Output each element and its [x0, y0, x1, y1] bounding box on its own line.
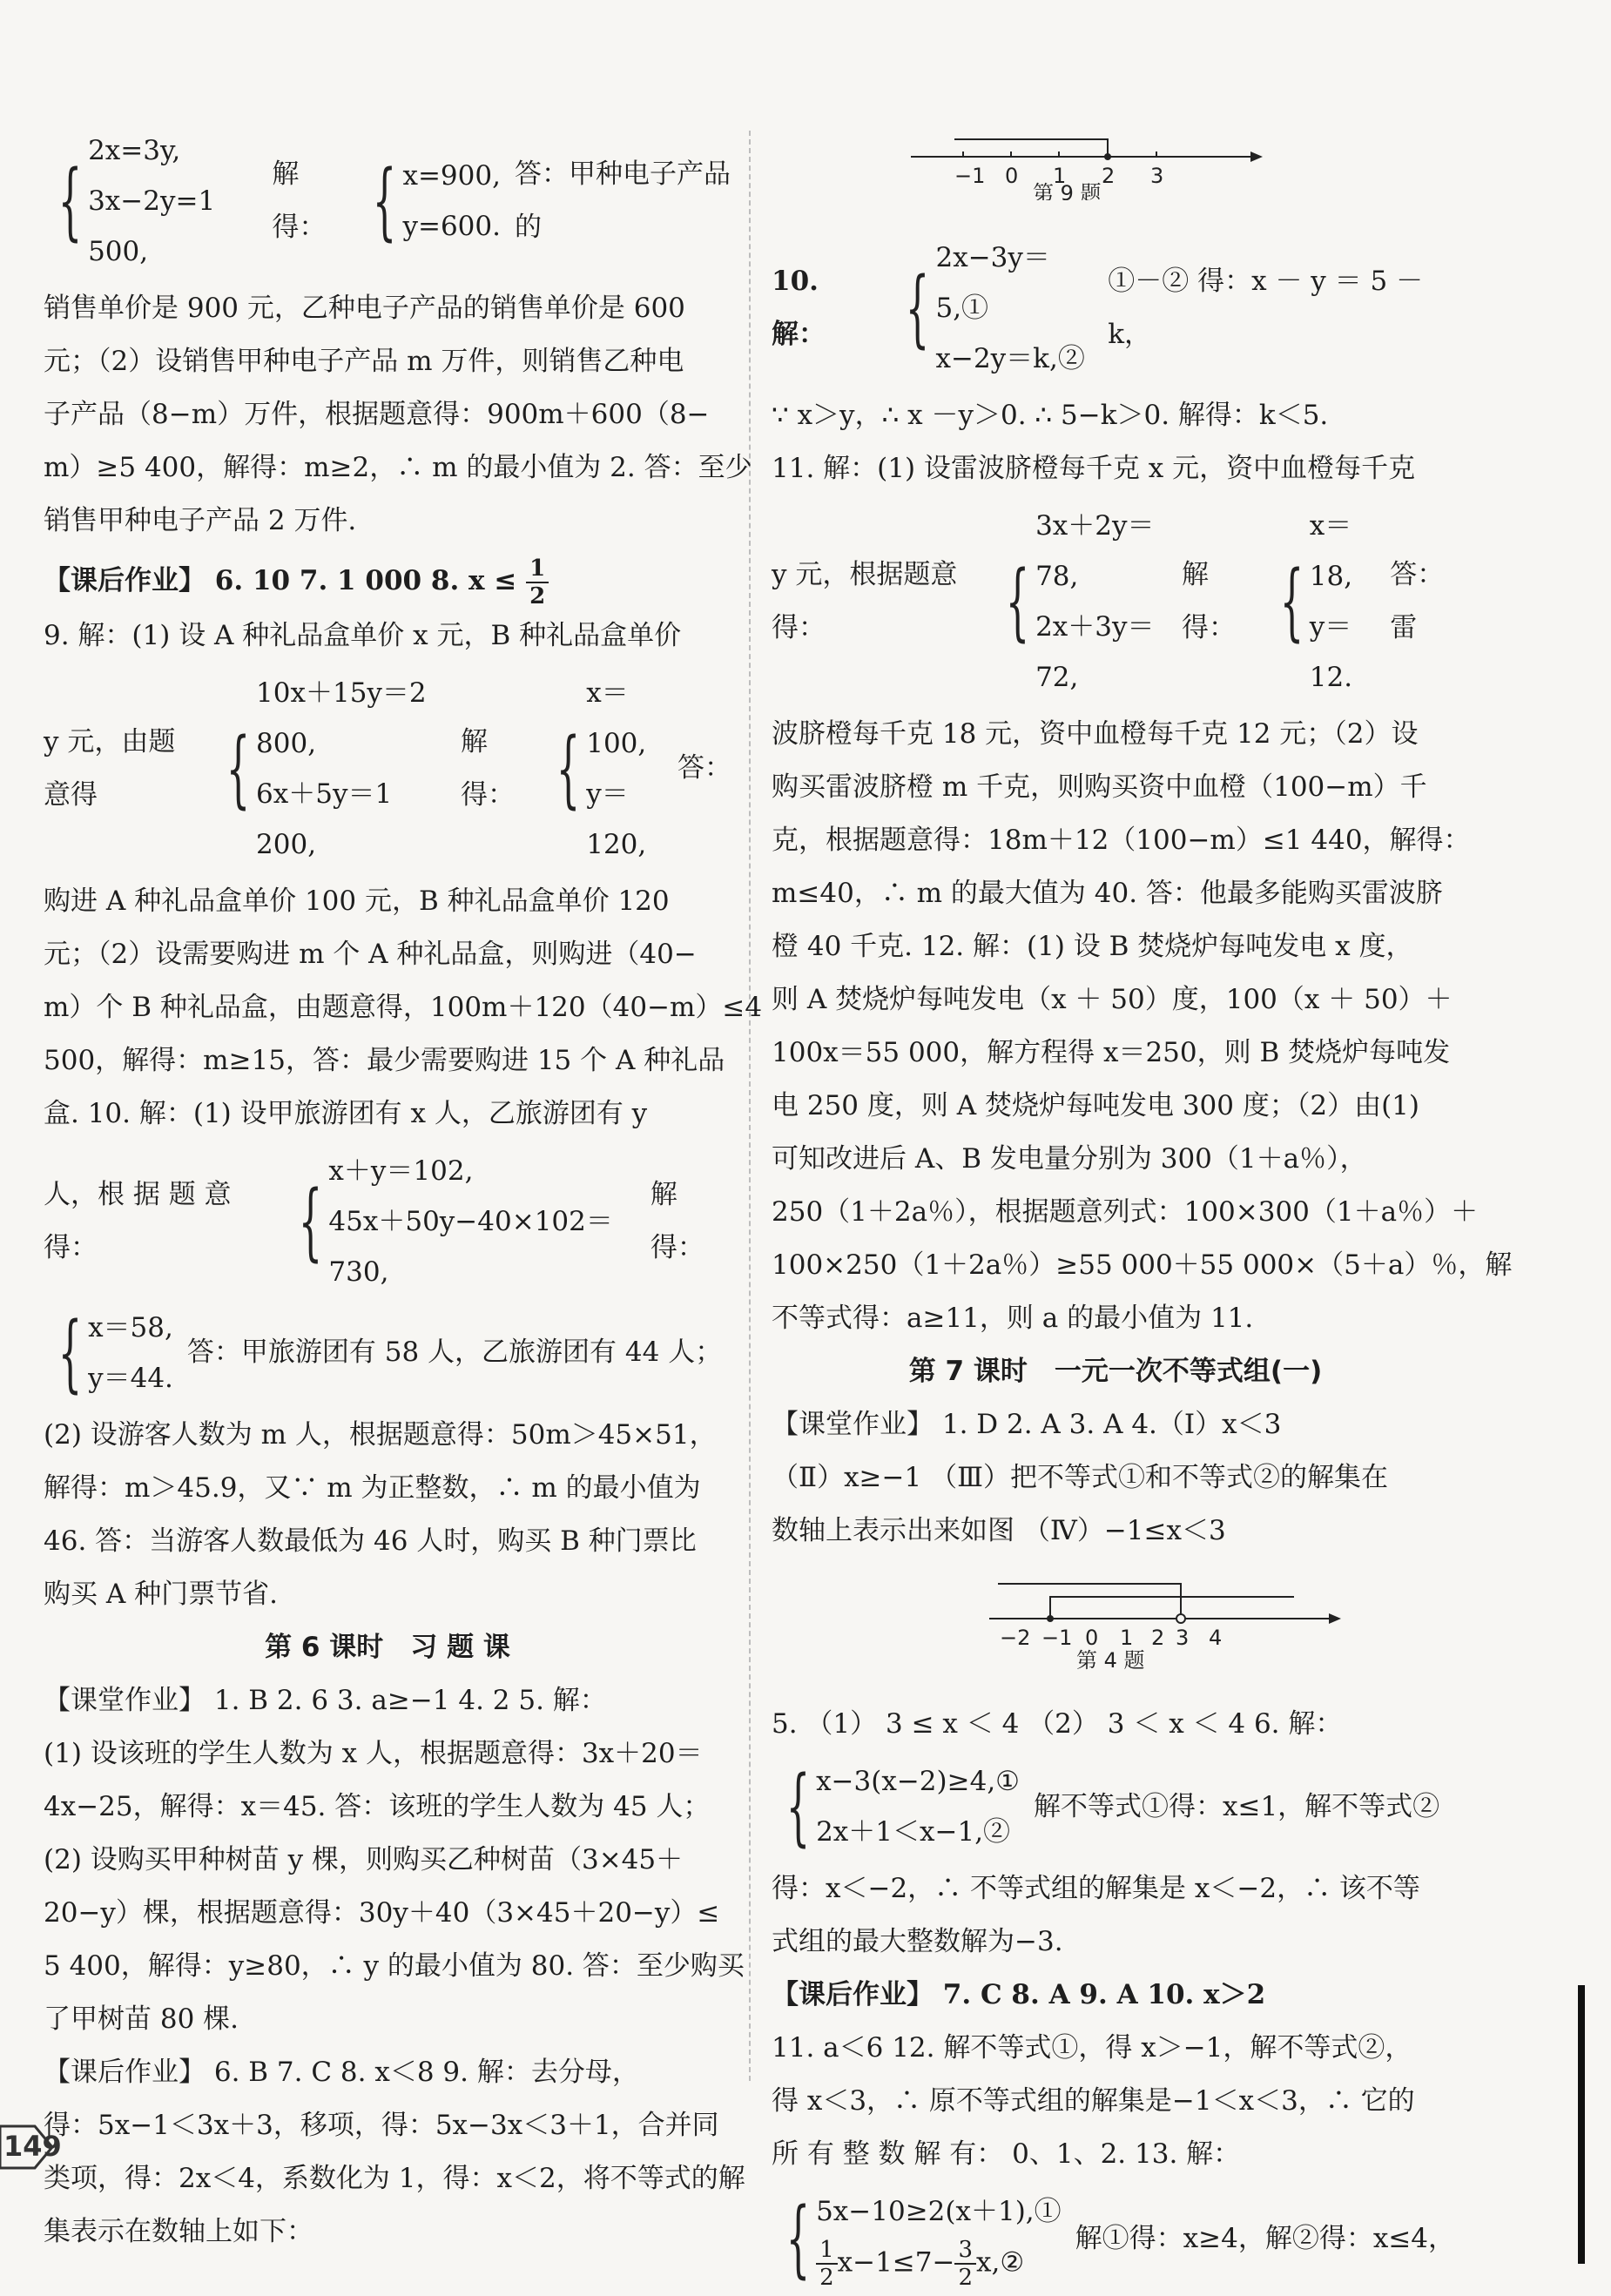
tick-label: −1 — [954, 164, 986, 188]
sys-line: x＝58, — [88, 1311, 173, 1343]
sys-line: 3x−2y=1 500, — [88, 185, 216, 267]
tick-label: 3 — [1176, 1626, 1190, 1650]
text-line: 类项，得：2x＜4，系数化为 1，得：x＜2，将不等式的解 — [44, 2162, 745, 2194]
solution-brace — [542, 668, 664, 870]
open-point — [1176, 1614, 1185, 1623]
text-line: 橙 40 千克. 12. 解：(1) 设 B 焚烧炉每吨发电 x 度， — [772, 931, 1413, 962]
solution-brace — [358, 151, 501, 252]
solid-point — [1047, 1615, 1054, 1622]
solution-bracket — [1050, 1597, 1294, 1619]
tick-label: 4 — [1209, 1626, 1223, 1650]
text: 答：甲种电子产品的 — [514, 158, 731, 243]
text-line: 则 A 焚烧炉每吨发电（x ＋ 50）度，100（x ＋ 50）＋ — [772, 984, 1453, 1015]
text-line: 得：5x−1＜3x＋3，移项，得：5x−3x＜3＋1，合并同 — [44, 2109, 719, 2141]
fraction — [954, 2237, 976, 2291]
sys-line: 6x＋5y＝1 200, — [256, 778, 393, 860]
text-line: 46. 答：当游客人数最低为 46 人时，购买 B 种门票比 — [44, 1525, 697, 1557]
brace-icon: { — [906, 259, 930, 357]
text-line: 得：x＜−2，∴ 不等式组的解集是 x＜−2，∴ 该不等 — [772, 1873, 1420, 1904]
text: y 元，由题意得 — [44, 725, 176, 811]
text-line: 子产品（8−m）万件，根据题意得：900m＋600（8− — [44, 399, 710, 430]
equation-system-7 — [772, 1756, 1459, 1857]
numerator: 1 — [816, 2237, 838, 2265]
text-line: 了甲树苗 80 棵. — [44, 2003, 239, 2035]
text-line: 集表示在数轴上如下： — [44, 2215, 313, 2247]
text: 解 得： — [650, 1178, 704, 1263]
text: 解得： — [1181, 559, 1236, 643]
section-heading-lesson-6: 第 6 课时 习 题 课 — [265, 1631, 510, 1663]
tick-label: 2 — [1151, 1626, 1165, 1650]
tick-label: 0 — [1005, 164, 1019, 188]
text: 解不等式①得：x≤1，解不等式② — [1033, 1790, 1440, 1822]
right-column — [772, 104, 1513, 2296]
sys-line: 10x＋15y＝2 800, — [256, 677, 427, 759]
text-line: 250（1＋2a％），根据题意列式：100×300（1＋a％）＋ — [772, 1196, 1479, 1228]
text-line: 盒. 10. 解：(1) 设甲旅游团有 x 人，乙旅游团有 y — [44, 1097, 648, 1129]
text-line: （Ⅱ）x≥−1 （Ⅲ）把不等式①和不等式②的解集在 — [772, 1462, 1388, 1493]
text: ①－② 得：x － y ＝ 5 － k， — [1108, 266, 1424, 350]
text: y 元，根据题意得： — [772, 559, 958, 643]
tick-label: 0 — [1085, 1626, 1099, 1650]
tick-label: 3 — [1150, 164, 1164, 188]
tick-label: 2 — [1102, 164, 1116, 188]
number-line-figure-9 — [902, 113, 1268, 200]
text-line: 元；（2）设需要购进 m 个 A 种礼品盒，则购进（40− — [44, 938, 697, 970]
left-column — [44, 120, 763, 2259]
text-line: 5 400，解得：y≥80，∴ y 的最小值为 80. 答：至少购买 — [44, 1949, 745, 1982]
solution-brace — [1265, 501, 1377, 703]
brace-icon: { — [57, 152, 83, 250]
sys-line: 3x＋2y＝78, — [1035, 510, 1155, 592]
axis-arrow-icon — [1329, 1613, 1341, 1624]
text-line: 电 250 度，则 A 焚烧炉每吨发电 300 度；（2）由(1) — [772, 1090, 1419, 1121]
system-brace — [212, 668, 447, 870]
sys-line: x＋y＝102, — [328, 1155, 474, 1187]
equation-system-6 — [772, 501, 1459, 703]
text: 人，根 据 题 意 得： — [44, 1178, 232, 1263]
sys-line: 2x＋3y＝72, — [1035, 611, 1155, 693]
axis-arrow-icon — [1250, 151, 1263, 162]
text-line: m）≥5 400，解得：m≥2，∴ m 的最小值为 2. 答：至少 — [44, 452, 752, 483]
text-line: 波脐橙每千克 18 元，资中血橙每千克 12 元；（2）设 — [772, 718, 1419, 750]
text: x−1≤7− — [837, 2246, 955, 2279]
tick-label: −2 — [1000, 1626, 1031, 1650]
brace-icon: { — [556, 719, 581, 818]
text-line: 解得：m＞45.9，又∵ m 为正整数，∴ m 的最小值为 — [44, 1471, 701, 1504]
text-line: 100x＝55 000，解方程得 x＝250，则 B 焚烧炉每吨发 — [772, 1037, 1451, 1068]
sys-line: 2x＋1＜x−1,② — [816, 1816, 1011, 1848]
text-line: 式组的最大整数解为−3. — [772, 1926, 1063, 1957]
solution-brace — [44, 1303, 173, 1404]
text-line: 9. 解：(1) 设 A 种礼品盒单价 x 元，B 种礼品盒单价 — [44, 619, 682, 651]
equation-system-8 — [772, 2186, 1459, 2291]
text: 解得： — [272, 158, 327, 243]
text-line: 购买雷波脐橙 m 千克，则购买资中血橙（100−m）千 — [772, 771, 1427, 803]
text: 解得： — [461, 725, 515, 811]
sys-line: y=600. — [402, 211, 501, 242]
text-line: 购买 A 种门票节省. — [44, 1578, 278, 1610]
text: x,② — [976, 2246, 1025, 2279]
text-line: 11. 解：(1) 设雷波脐橙每千克 x 元，资中血橙每千克 — [772, 453, 1416, 484]
system-brace — [772, 2186, 1062, 2291]
sys-line: y＝44. — [88, 1362, 173, 1394]
sys-line: 2x−3y＝5,① — [935, 242, 1050, 324]
brace-icon: { — [226, 719, 251, 818]
column-divider — [749, 131, 751, 2081]
fraction — [816, 2237, 838, 2291]
denominator: 2 — [958, 2265, 974, 2291]
fraction — [526, 555, 549, 609]
tick-label: −1 — [1041, 1626, 1073, 1650]
text-line: 克，根据题意得：18m＋12（100−m）≤1 440，解得： — [772, 825, 1471, 856]
system-brace — [772, 1756, 1020, 1857]
text: 10. 解： — [772, 266, 826, 350]
brace-icon: { — [1005, 553, 1030, 650]
text-line: 得 x＜3，∴ 原不等式组的解集是−1＜x＜3，∴ 它的 — [772, 2085, 1415, 2117]
equation-system-2 — [44, 668, 731, 870]
equation-system-5 — [772, 232, 1459, 384]
numerator: 3 — [954, 2237, 976, 2265]
text-line: 11. a＜6 12. 解不等式①，得 x＞−1，解不等式②， — [772, 2032, 1412, 2064]
denominator: 2 — [529, 582, 546, 609]
homework-answers — [44, 555, 731, 609]
text: 答： — [677, 752, 731, 784]
text-line: (2) 设购买甲种树苗 y 棵，则购买乙种树苗（3×45＋ — [44, 1843, 684, 1875]
text-line: 【课堂作业】 1. D 2. A 3. A 4.（Ⅰ）x＜3 — [772, 1409, 1282, 1440]
text-line: 【课后作业】 7. C 8. A 9. A 10. x＞2 — [772, 1979, 1266, 2010]
sys-line: x＝100, — [586, 677, 647, 759]
brace-icon: { — [373, 152, 397, 250]
text: 解①得：x≥4，解②得：x≤4， — [1075, 2222, 1456, 2254]
text-line: 【课堂作业】 1. B 2. 6 3. a≥−1 4. 2 5. 解： — [44, 1684, 607, 1716]
page-number-badge — [0, 2123, 62, 2171]
brace-icon: { — [785, 1758, 811, 1855]
text-line: 100×250（1＋2a％）≥55 000＋55 000×（5＋a）％，解 — [772, 1249, 1513, 1281]
text-line: m）个 B 种礼品盒，由题意得，100m＋120（40−m）≤4 — [44, 991, 763, 1023]
brace-icon: { — [785, 2190, 811, 2287]
solution-bracket — [998, 1584, 1181, 1619]
text-line: 所 有 整 数 解 有： 0、1、2. 13. 解： — [772, 2138, 1241, 2170]
system-brace — [891, 232, 1094, 384]
sys-line: 2x=3y, — [88, 135, 181, 166]
sys-line — [816, 2237, 1062, 2291]
text-line: 销售单价是 900 元，乙种电子产品的销售单价是 600 — [44, 293, 685, 324]
text-line: (1) 设该班的学生人数为 x 人，根据题意得：3x＋20＝ — [44, 1737, 703, 1769]
sys-line: y＝12. — [1309, 611, 1353, 693]
text-line: 数轴上表示出来如图 （Ⅳ）−1≤x＜3 — [772, 1515, 1226, 1546]
sys-line: x−2y＝k,② — [935, 343, 1085, 374]
sys-line: x−3(x−2)≥4,① — [816, 1766, 1020, 1797]
text: 【课后作业】 6. 10 7. 1 000 8. x ≤ — [44, 565, 517, 596]
sys-line: x＝18, — [1309, 510, 1353, 592]
text-line: m≤40，∴ m 的最大值为 40. 答：他最多能购买雷波脐 — [772, 878, 1443, 909]
text-line: 销售甲种电子产品 2 万件. — [44, 505, 357, 536]
text-line: 元；（2）设销售甲种电子产品 m 万件，则销售乙种电 — [44, 346, 684, 377]
text-line: ∵ x＞y，∴ x －y＞0. ∴ 5−k＞0. 解得：k＜5. — [772, 400, 1329, 431]
equation-system-1 — [44, 125, 731, 277]
text: 答：甲旅游团有 58 人，乙旅游团有 44 人； — [186, 1337, 723, 1368]
text-line: 5. （1） 3 ≤ x ＜ 4 （2） 3 ＜ x ＜ 4 6. 解： — [772, 1708, 1343, 1740]
text-line: 购进 A 种礼品盒单价 100 元，B 种礼品盒单价 120 — [44, 885, 670, 917]
text-line: 20−y）棵，根据题意得：30y＋40（3×45＋20−y）≤ — [44, 1896, 720, 1929]
solution-bracket — [954, 139, 1108, 157]
sys-line: 45x＋50y−40×102＝730, — [328, 1205, 613, 1288]
text-line: 【课后作业】 6. B 7. C 8. x＜8 9. 解：去分母， — [44, 2056, 639, 2088]
system-brace — [284, 1146, 636, 1297]
page-number: 149 — [3, 2130, 62, 2163]
section-heading-lesson-7: 第 7 课时 一元一次不等式组(一) — [908, 1356, 1323, 1387]
text-line: 4x−25，解得：x＝45. 答：该班的学生人数为 45 人； — [44, 1790, 711, 1822]
equation-system-3 — [44, 1146, 731, 1297]
denominator: 2 — [819, 2265, 834, 2291]
numerator: 1 — [526, 555, 549, 583]
sys-line: y＝120, — [586, 778, 647, 860]
text-line: 不等式得：a≥11，则 a 的最小值为 11. — [772, 1303, 1254, 1334]
figure-caption: 第 9 题 — [1033, 181, 1102, 200]
brace-icon: { — [1279, 553, 1304, 650]
brace-icon: { — [299, 1172, 323, 1270]
tick-label: 1 — [1053, 164, 1067, 188]
system-brace — [991, 501, 1168, 703]
sys-line: 5x−10≥2(x＋1),① — [816, 2196, 1062, 2227]
text: 答：雷 — [1390, 559, 1445, 643]
text-line: 可知改进后 A、B 发电量分别为 300（1＋a％）， — [772, 1143, 1367, 1175]
sys-line: x=900, — [402, 160, 501, 192]
scan-edge — [1578, 1985, 1585, 2264]
system-brace — [44, 125, 258, 277]
figure-caption: 第 4 题 — [1076, 1648, 1145, 1671]
equation-system-4 — [44, 1303, 731, 1404]
tick-label: 1 — [1120, 1626, 1134, 1650]
brace-icon: { — [57, 1303, 83, 1402]
number-line-figure-4 — [981, 1566, 1346, 1671]
text-line: 500，解得：m≥15，答：最少需要购进 15 个 A 种礼品 — [44, 1044, 725, 1076]
text-line: (2) 设游客人数为 m 人，根据题意得：50m＞45×51， — [44, 1418, 717, 1451]
